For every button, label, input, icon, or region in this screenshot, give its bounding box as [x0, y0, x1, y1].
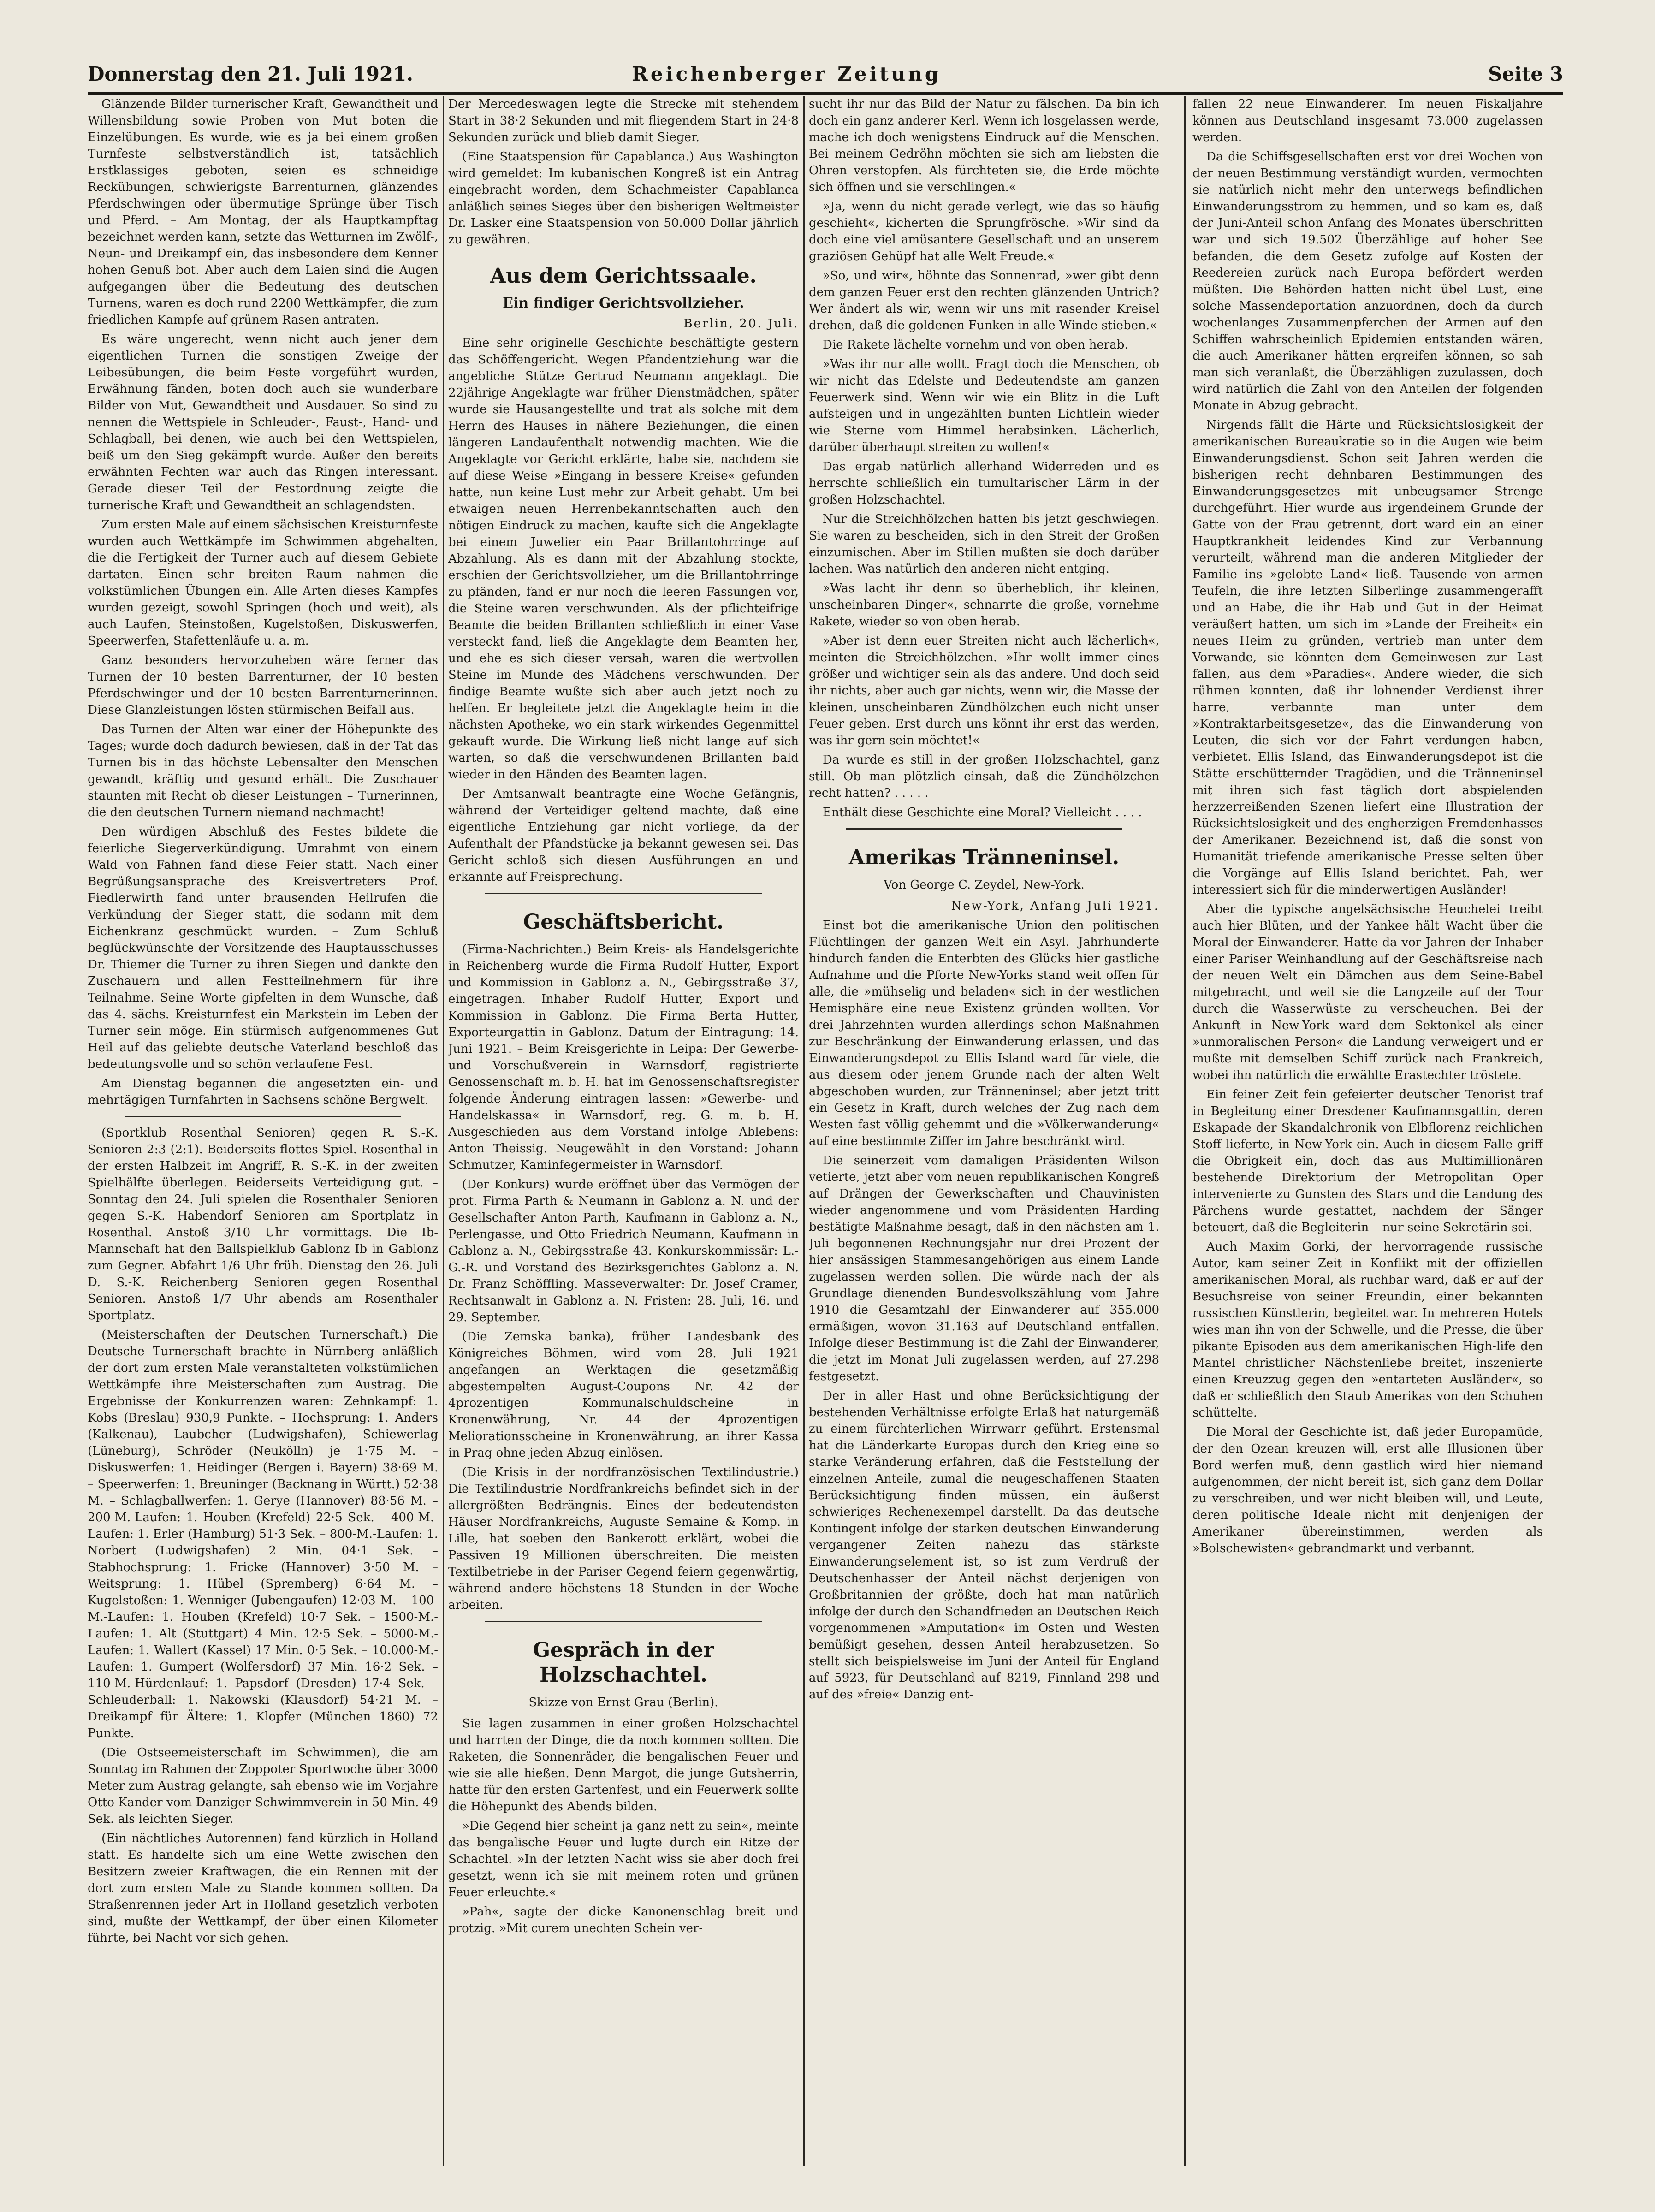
paragraph: Zum ersten Male auf einem sächsischen Kreisturnfeste wurden auch Wettkämpfe im Schwimmen abgehalten, die die Fertigkeit der Turner auch auf diesem Gebiete dartaten. Einen sehr breiten Raum nahmen die volkstümlichen Übungen ein. Alle Arten dieses Kampfes wurden gezeigt, sowohl Springen (hoch und weit), als auch Laufen, Steinstoßen, Kugelstoßen, Diskuswerfen, Speerwerfen, Stafettenläufe u. a. m.	[88, 518, 438, 648]
masthead	[88, 63, 1563, 95]
paragraph: Da die Schiffsgesellschaften erst vor drei Wochen von der neuen Bestimmung verständigt wurden, vermochten sie natürlich nicht mehr den unterwegs befindlichen Einwanderungsstrom zu hemmen, und so kam es, daß der Juni-Anteil schon Anfang des Monates überschritten war und sich 19.502 Überzählige auf hoher See befanden, die dem Gesetz zufolge auf Kosten der Reedereien zurück nach Europa befördert werden müßten. Die Behörden hatten nicht übel Lust, eine solche Massendeportation anzuordnen, doch da durch wochenlanges Zusammenpferchen der Armen auf den Schiffen wahrscheinlich Epidemien entstanden wären, die auch Amerikaner hätten ergreifen können, so sah man sich veranlaßt, die Überzähligen zuzulassen, doch wird natürlich die Zahl von den Anteilen der folgenden Monate in Abzug gebracht.	[1192, 150, 1543, 413]
masthead-date: Donnerstag den 21. Juli 1921.	[88, 63, 414, 85]
masthead-title: Reichenberger Zeitung	[632, 63, 942, 85]
section-heading-story: Gespräch in der Holzschachtel.	[533, 1638, 714, 1687]
section-heading-america: Amerikas Tränneninsel.	[848, 846, 1120, 869]
paragraph: Ein feiner Zeit fein gefeierter deutscher Tenorist traf in Begleitung einer Dresdener Kaufmannsgattin, deren Eskapade der Skandalchronik von Elbflorenz reichlichen Stoff lieferte, in New-York ein. Auch in diesem Falle griff die Obrigkeit ein, doch das aus Multimillionären bestehende Direktorium der Metropolitan Oper intervenierte zu Gunsten des Stars und die Landung des Pärchens wurde gestattet, nachdem der Sänger beteuert, daß die Begleiterin – nur seine Sekretärin sei.	[1192, 1088, 1543, 1234]
paragraph: Die Moral der Geschichte ist, daß jeder Europamüde, der den Ozean kreuzen will, erst alle Illusionen über Bord werfen muß, denn gastlich wird hier niemand aufgenommen, der nicht bereit ist, sich ganz dem Dollar zu verschreiben, und wer nicht bleiben will, und Leute, deren politische Ideale nicht mit denjenigen der Amerikaner übereinstimmen, werden als »Bolschewisten« gebrandmarkt und verbannt.	[1192, 1425, 1543, 1555]
paragraph: Der Mercedeswagen legte die Strecke mit stehendem Start in 38·2 Sekunden und mit fliegendem Start in 24·8 Sekunden zurück und blieb damit Sieger.	[448, 97, 799, 144]
column-1	[88, 96, 438, 2166]
paragraph: Nur die Streichhölzchen hatten bis jetzt geschwiegen. Sie waren zu bescheiden, sich in den Streit der Großen einzumischen. Aber im Stillen mußten sie doch darüber lachen. Was natürlich den anderen nicht entging.	[809, 512, 1159, 576]
column-4	[1192, 96, 1543, 2166]
byline: Skizze von Ernst Grau (Berlin).	[528, 1696, 718, 1709]
divider	[485, 1621, 762, 1622]
section-heading-business: Geschäftsbericht.	[523, 910, 724, 934]
sports-notice: (Sportklub Rosenthal Senioren) gegen R. S.-K. Senioren 2:3 (2:1). Beiderseits flottes Spiel. Rosenthal in der ersten Halbzeit im Angriff, R. S.-K. in der zweiten Spielhälfte überlegen. Beiderseits Verteidigung gut. – Sonntag den 24. Juli spielen die Rosenthaler Senioren gegen S.-K. Habendorf Senioren am Sportplatz in Rosenthal. Anstoß 3/10 Uhr vormittags. Die Ib-Mannschaft hat den Ballspielklub Gablonz Ib in Gablonz zum Gegner. Abfahrt 1/6 Uhr früh. Dienstag den 26. Juli D. S.-K. Reichenberg Senioren gegen Rosenthal Senioren. Anstoß 1/7 Uhr abends am Rosenthaler Sportplatz.	[88, 1126, 438, 1322]
paragraph: »Aber ist denn euer Streiten nicht auch lächerlich«, meinten die Streichhölzchen. »Ihr wollt immer eines größer und wichtiger sein als das andere. Und doch seid ihr nichts, aber auch gar nichts, wenn wir, die Masse der kleinen, unscheinbaren Zündhölzchen euch nicht unser Feuer geben. Erst durch uns könnt ihr erst das werden, was ihr gern sein möchtet!«	[809, 634, 1159, 747]
paragraph: Nirgends fällt die Härte und Rücksichtslosigkeit der amerikanischen Bureaukratie so in die Augen wie beim Einwanderungsdienst. Schon seit Jahren werden die bisherigen recht dehnbaren Bestimmungen des Einwanderungsgesetzes mit unbeugsamer Strenge durchgeführt. Hier wurde aus irgendeinem Grunde der Gatte von der Frau getrennt, dort ward ein an einer Hauptkrankheit leidendes Kind zur Verbannung verurteilt, während man die anderen Mitglieder der Familie ins »gelobte Land« ließ. Tausende von armen Teufeln, die ihre letzten Silberlinge zusammengerafft und an Habe, die ihr Hab und Gut in der Heimat veräußert hatten, um sich im »Lande der Freiheit« ein neues Heim zu gründen, vertrieb man unter dem Vorwande, sie könnten dem Gemeinwesen zur Last fallen, aus dem »Paradies«. Andere wieder, die sich rühmen konnten, daß ihr lohnender Verdienst ihrer harre, verbannte man unter dem »Kontraktarbeitsgesetze«, das die Einwanderung von Leuten, die sich vor der Fahrt verdungen haben, verbietet. Ellis Island, das Einwanderungsdepot ist die Stätte erschütternder Tragödien, und die Tränneninsel mit ihren sich fast täglich dort abspielenden herzzerreißenden Szenen liefert eine Illustration der Rücksichtslosigkeit und des engherzigen Fremdenhasses der Amerikaner. Bezeichnend ist, daß die sonst von Humanität triefende amerikanische Presse selten über die Vorgänge auf Ellis Island berichtet. Pah, wer interessiert sich für die minderwertigen Ausländer!	[1192, 418, 1543, 897]
paragraph: sucht ihr nur das Bild der Natur zu fälschen. Da bin ich doch ein ganz anderer Kerl. Wenn ich losgelassen werde, mache ich doch wenigstens Eindruck auf die Menschen. Bei meinem Gedröhn möchten sie sich am liebsten die Ohren verstopfen. Als fürchteten sie, die Erde möchte sich öffnen und sie verschlingen.«	[809, 97, 1159, 194]
byline: Von George C. Zeydel, New-York.	[884, 878, 1085, 892]
paragraph: Auch Maxim Gorki, der hervorragende russische Autor, kam seiner Zeit in Konflikt mit der offiziellen amerikanischen Moral, als ruchbar ward, daß er auf der Besuchsreise von seiner Freundin, einer bekannten russischen Künstlerin, begleitet war. In mehreren Hotels wies man ihn von der Schwelle, und die Presse, die über pikante Episoden aus dem amerikanischen High-life den Mantel christlicher Nächstenliebe breitet, inszenierte einen Kreuzzug gegen den »entarteten Ausländer«, so daß er schließlich den Staub Amerikas von den Schuhen schüttelte.	[1192, 1240, 1543, 1420]
paragraph: Eine sehr originelle Geschichte beschäftigte gestern das Schöffengericht. Wegen Pfandentziehung war die angebliche Stütze Gertrud Neumann angeklagt. Die 22jährige Angeklagte war früher Dienstmädchen, später wurde sie Hausangestellte und trat als solche mit dem Herrn des Hauses in nähere Beziehungen, die einen längeren Landaufenthalt notwendig machten. Wie die Angeklagte vor Gericht erklärte, habe sie, nachdem sie auf diese Weise »Eingang in bessere Kreise« gefunden hatte, nun keine Lust mehr zur Arbeit gehabt. Um bei etwaigen neuen Herrenbekanntschaften auch den nötigen Eindruck zu machen, kaufte sich die Angeklagte bei einem Juwelier ein Paar Brillantohrringe auf Abzahlung. Als es dann mit der Abzahlung stockte, erschien der Gerichtsvollzieher, um die Brillantohrringe zu pfänden, fand er nur noch die leeren Fassungen vor, die Steine waren verschwunden. Als der pflichteifrige Beamte die beiden Brillanten schließlich in einer Vase versteckt fand, ließ die Angeklagte dem Beamten her, und ehe es sich dieser versah, waren die wertvollen Steine im Munde des Mädchens verschwunden. Der findige Beamte wußte sich aber auch jetzt noch zu helfen. Er begleitete jetzt die Angeklagte heim in die nächsten Apotheke, wo ein stark wirkendes Gegenmittel gekauft wurde. Die Wirkung ließ nicht lange auf sich warten, so daß die verschwundenen Brillanten bald wieder in den Händen des Beamten lagen.	[448, 336, 799, 782]
dateline: Berlin, 20. Juli.	[683, 317, 799, 331]
paragraph: Einst bot die amerikanische Union den politischen Flüchtlingen der ganzen Welt ein Asyl. Jahrhunderte hindurch fanden die Enterbten des Glücks hier gastliche Aufnahme und die Pforte New-Yorks stand weit offen für alle, die »mühselig und beladen« sich in der westlichen Hemisphäre eine neue Existenz gründen wollten. Vor drei Jahrzehnten wurden allerdings schon Maßnahmen zur Beschränkung der Einwanderung erlassen, und das Einwanderungsdepot zu Ellis Island ward für viele, die aus diesem oder jenem Grunde nach der alten Welt abgeschoben wurden, zur Tränneninsel; aber jetzt tritt ein Gesetz in Kraft, durch welches der Zug nach dem Westen fast völlig gehemmt und die »Völkerwanderung« auf eine bestimmte Ziffer im Jahre beschränkt wird.	[809, 919, 1159, 1148]
paragraph: Ganz besonders hervorzuheben wäre ferner das Turnen der 10 besten Barrenturner, der 10 besten Pferdschwinger und der 10 besten Barrenturnerinnen. Diese Glanzleistungen lösten stürmischen Beifall aus.	[88, 653, 438, 717]
paragraph: Die seinerzeit vom damaligen Präsidenten Wilson vetierte, jetzt aber vom neuen republikanischen Kongreß auf Drängen der Gewerkschaften und Chauvinisten wieder angenommene und vom Präsidenten Harding bestätigte Maßnahme besagt, daß in den nächsten am 1. Juli begonnenen Rechnungsjahr nur drei Prozent der hier ansässigen Stammesangehörigen aus einem Lande zugelassen werden sollen. Die würde nach der als Grundlage dienenden Bundesvolkszählung vom Jahre 1910 die Gesamtzahl der Einwanderer auf 355.000 ermäßigen, wovon 31.163 auf Deutschland entfallen. Infolge dieser Bestimmung ist die Zahl der Einwanderer, die jetzt im Monat Juli zugelassen werden, auf 27.298 festgesetzt.	[809, 1154, 1159, 1383]
divider	[125, 1116, 401, 1117]
section-heading-court: Aus dem Gerichtssaale.	[490, 264, 757, 288]
paragraph: »So, und wir«, höhnte das Sonnenrad, »wer gibt denn dem ganzen Feuer erst den rechten glänzenden Untrich? Wer ändert als wir, wenn wir uns mit rasender Kreisel drehen, daß die goldenen Funken in alle Winde stieben.«	[809, 269, 1159, 332]
paragraph: Enthält diese Geschichte eine Moral? Vielleicht . . . .	[823, 806, 1142, 819]
article-subheading: Ein findiger Gerichtsvollzieher.	[503, 295, 744, 311]
masthead-page-number: Seite 3	[1488, 63, 1563, 85]
sports-notice: (Die Ostseemeisterschaft im Schwimmen), die am Sonntag im Rahmen der Zoppoter Sportwoche über 3000 Meter zum Austrag gelangte, sah ebenso wie im Vorjahre Otto Kander vom Danziger Schwimmverein in 50 Min. 49 Sek. als leichten Sieger.	[88, 1746, 438, 1826]
sports-notice: (Meisterschaften der Deutschen Turnerschaft.) Die Deutsche Turnerschaft brachte in Nürnberg anläßlich der dort zum ersten Male veranstalteten volkstümlichen Wettkämpfe ihre Meisterschaften zum Austrag. Die Ergebnisse der Konkurrenzen waren: Zehnkampf: 1. Kobs (Breslau) 930,9 Punkte. – Hochsprung: 1. Anders (Kalkenau), Laubcher (Ludwigshafen), Schiewerlag (Lüneburg), Schröder (Neukölln) je 1·75 M. – Diskuswerfen: 1. Heidinger (Bergen i. Bayern) 38·69 M. – Speerwerfen: 1. Breuninger (Backnang in Württ.) 52·38 M. – Schlagballwerfen: 1. Gerye (Hannover) 88·56 M. – 200-M.-Laufen: 1. Houben (Krefeld) 22·5 Sek. – 400-M.-Laufen: 1. Erler (Hamburg) 51·3 Sek. – 800-M.-Laufen: 1. Norbert (Ludwigshafen) 2 Min. 04·1 Sek. – Stabhochsprung: 1. Fricke (Hannover) 3·50 M. – Weitsprung: 1. Hübel (Spremberg) 6·64 M. – Kugelstoßen: 1. Wenniger (Jubengaufen) 12·03 M. – 100-M.-Laufen: 1. Houben (Krefeld) 10·7 Sek. – 1500-M.-Laufen: 1. Alt (Stuttgart) 4 Min. 12·5 Sek. – 5000-M.-Laufen: 1. Wallert (Kassel) 17 Min. 0·5 Sek. – 10.000-M.-Laufen: 1. Gumpert (Wolfersdorf) 37 Min. 16·2 Sek. – 110-M.-Hürdenlauf: 1. Papsdorf (Dresden) 17·4 Sek. – Schleuderball: 1. Nakowski (Klausdorf) 54·21 M. – Dreikampf für Ältere: 1. Klopfer (München 1860) 72 Punkte.	[88, 1328, 438, 1740]
paragraph: Da wurde es still in der großen Holzschachtel, ganz still. Ob man plötzlich einsah, daß die Zündhölzchen recht hatten? . . . . .	[809, 753, 1159, 800]
paragraph: Aber die typische angelsächsische Heuchelei treibt auch hier Blüten, und der Yankee hält Wacht über die Moral der Einwanderer. Hatte da vor Jahren der Inhaber einer Pariser Weinhandlung auf der Geschäftsreise nach der neuen Welt ein Dämchen aus dem Seine-Babel mitgebracht, und weil sie die Langzeile auf der Tour durch die Wasserwüste zu verscheuchen. Bei der Ankunft in New-York ward dem Sektonkel als einer »unmoralischen Person« die Landung verweigert und er mußte mit demselben Schiff zurück nach Frankreich, wobei ihn natürlich die erwählte Erastechter tröstete.	[1192, 902, 1543, 1082]
paragraph: »Was ihr nur alle wollt. Fragt doch die Menschen, ob wir nicht das Edelste und Bedeutendste am ganzen Feuerwerk sind. Wenn wir wie ein Blitz in die Luft aufsteigen und in ungezählten bunten Lichtlein wieder wie Sterne vom Himmel herabsinken. Lächerlich, darüber überhaupt streiten zu wollen!«	[809, 357, 1159, 454]
column-rule	[803, 96, 805, 2166]
paragraph: Glänzende Bilder turnerischer Kraft, Gewandtheit und Willensbildung sowie Proben von Mut boten die Einzelübungen. Es wurde, wie es ja bei einem großen Turnfeste selbstverständlich ist, tatsächlich Erstklassiges geboten, seien es schneidige Reckübungen, schwierigste Barrenturnen, glänzendes Pferdschwingen oder übermutige Sprünge über Tisch und Pferd. – Am Montag, der als Hauptkampftag bezeichnet werden kann, setzte das Wetturnen im Zwölf-, Neun- und Dreikampf ein, das insbesondere dem Kenner hohen Genuß bot. Aber auch dem Laien sind die Augen aufgegangen über die Bedeutung des deutschen Turnens, waren es doch rund 2200 Wettkämpfer, die zum friedlichen Kampfe auf grünem Rasen antraten.	[88, 97, 438, 327]
paragraph: Das ergab natürlich allerhand Widerreden und es herrschte schließlich ein tumultarischer Lärm in der großen Holzschachtel.	[809, 460, 1159, 507]
paragraph: (Der Konkurs) wurde eröffnet über das Vermögen der prot. Firma Parth & Neumann in Gablonz a. N. und der Gesellschafter Anton Parth, Kaufmann in Gablonz a. N., Perlengasse, und Otto Friedrich Neumann, Kaufmann in Gablonz a. N., Gebirgsstraße 43. Konkurskommissär: L.-G.-R. und Vorstand des Bezirksgerichtes Gablonz a. N. Dr. Franz Schöffling. Masseverwalter: Dr. Josef Cramer, Rechtsanwalt in Gablonz a. N. Fristen: 28. Juli, 16. und 29. September.	[448, 1178, 799, 1324]
column-rule	[1184, 96, 1186, 2166]
paragraph: (Eine Staatspension für Capablanca.) Aus Washington wird gemeldet: Im kubanischen Kongreß ist ein Antrag eingebracht worden, dem Schachmeister Capablanca anläßlich seines Sieges über den bisherigen Weltmeister Dr. Lasker eine Staatspension von 50.000 Dollar jährlich zu gewähren.	[448, 150, 799, 247]
paragraph: »Pah«, sagte der dicke Kanonenschlag breit und protzig. »Mit curem unechten Schein ver-	[448, 1905, 799, 1935]
paragraph: Den würdigen Abschluß des Festes bildete die feierliche Siegerverkündigung. Umrahmt von einem Wald von Fahnen fand diese Feier statt. Nach einer Begrüßungsansprache des Kreisvertreters Prof. Fiedlerwirth fand unter brausenden Heilrufen die Verkündung der Sieger statt, die sodann mit dem Eichenkranz geschmückt wurden. – Zum Schluß beglückwünschte der Vorsitzende des Hauptausschusses Dr. Thiemer die Turner zu ihren Siegen und dankte den Zuschauern und allen Festteilnehmern für ihre Teilnahme. Seine Worte gipfelten in dem Wunsche, daß das 4. sächs. Kreisturnfest ein Markstein im Leben der Turner sein möge. Ein stürmisch aufgenommenes Gut Heil auf das geliebte deutsche Vaterland beschloß das bedeutungsvolle und so schön verlaufene Fest.	[88, 825, 438, 1071]
paragraph: Der in aller Hast und ohne Berücksichtigung der bestehenden Verhältnisse erfolgte Erlaß hat naturgemäß zu einem fürchterlichen Wirrwarr geführt. Erstensmal hat die Länderkarte Europas durch den Krieg eine so starke Veränderung erfahren, daß die Feststellung der einzelnen Anteile, zumal die neugeschaffenen Staaten Berücksichtigung finden müssen, ein äußerst schwieriges Rechenexempel darstellt. Da das deutsche Kontingent infolge der starken deutschen Einwanderung vergangener Zeiten nahezu das stärkste Einwanderungselement ist, so ist zum Verdruß der Deutschenhasser der Anteil nächst derjenigen von Großbritannien der größte, doch hat man natürlich infolge der durch den Schandfrieden an Deutschen Reich vorgenommenen »Amputation« im Osten und Westen bemüßigt gesehen, dessen Anteil herabzusetzen. So stellt sich beispielsweise im Juni der Anteil für England auf 5923, für Deutschland auf 8219, Finnland 298 und auf des »freie« Danzig ent-	[809, 1389, 1159, 1702]
paragraph: fallen 22 neue Einwanderer. Im neuen Fiskaljahre können aus Deutschland insgesamt 73.000 zugelassen werden.	[1192, 97, 1543, 144]
paragraph: Es wäre ungerecht, wenn nicht auch jener dem eigentlichen Turnen die sonstigen Zweige der Leibesübungen, die beim Feste vorgeführt wurden, Erwähnung fänden, boten doch auch sie wunderbare Bilder von Mut, Gewandtheit und Ausdauer. So sind zu nennen die Wettspiele in Schleuder-, Faust-, Hand- und Schlagball, bei denen, wie auch bei den Wettspielen, beiß um den Sieg gekämpft wurde. Außer den bereits erwähnten Fechten war auch das Ringen interessant. Gerade dieser Teil der Festordnung zeigte die turnerische Kraft und Gewandtheit an schlagendsten.	[88, 332, 438, 512]
paragraph: Sie lagen zusammen in einer großen Holzschachtel und harrten der Dinge, die da noch kommen sollten. Die Raketen, die Sonnenräder, die bengalischen Feuer und wie sie alle hießen. Denn Margot, die junge Gutsherrin, hatte für den ersten Gartenfest, und ein Feuerwerk sollte die Höhepunkt des Abends bilden.	[448, 1717, 799, 1814]
dateline: New-York, Anfang Juli 1921.	[951, 899, 1159, 913]
divider	[485, 893, 762, 894]
paragraph: (Firma-Nachrichten.) Beim Kreis- als Handelsgerichte in Reichenberg wurde die Firma Rudolf Hutter, Export und Kommission in Gablonz a. N., Gebirgsstraße 37, eingetragen. Inhaber Rudolf Hutter, Export und Kommission in Gablonz. Die Firma Berta Hutter, Exporteurgattin in Gablonz. Datum der Eintragung: 14. Juni 1921. – Beim Kreisgerichte in Leipa: Der Gewerbe- und Vorschußverein in Warnsdorf, registrierte Genossenschaft m. b. H. hat im Genossenschaftsregister folgende Änderung eintragen lassen: »Gewerbe- und Handelskassa« in Warnsdorf, reg. G. m. b. H. Ausgeschieden aus dem Vorstand infolge Ablebens: Anton Theissig. Neugewählt in den Vorstand: Johann Schmutzer, Kaminfegermeister in Warnsdorf.	[448, 943, 799, 1172]
paragraph: Am Dienstag begannen die angesetzten ein- und mehrtägigen Turnfahrten in Sachsens schöne Bergwelt.	[88, 1077, 438, 1107]
column-2	[448, 96, 799, 2166]
column-3	[809, 96, 1159, 2166]
paragraph: (Die Krisis in der nordfranzösischen Textilindustrie.) Die Textilindustrie Nordfrankreichs befindet sich in der allergrößten Bedrängnis. Eines der bedeutendsten Häuser Nordfrankreichs, Auguste Semaine & Komp. in Lille, hat soeben den Bankerott erklärt, wobei die Passiven 19 Millionen überschreiten. Die meisten Textilbetriebe in der Pariser Gegend feiern gegenwärtig, während andere höchstens 18 Stunden in der Woche arbeiten.	[448, 1465, 799, 1612]
divider	[846, 828, 1122, 830]
paragraph: »Was lacht ihr denn so überheblich, ihr kleinen, unscheinbaren Dinger«, schnarrte die große, vornehme Rakete, wieder so von oben herab.	[809, 581, 1159, 629]
paragraph: Die Rakete lächelte vornehm und von oben herab.	[823, 338, 1128, 352]
paragraph: (Die Zemska banka), früher Landesbank des Königreiches Böhmen, wird vom 28. Juli 1921 angefangen an Werktagen die gesetzmäßig abgestempelten August-Coupons Nr. 42 der 4prozentigen Kommunalschuldscheine in Kronenwährung, Nr. 44 der 4prozentigen Meliorationsscheine in Kronenwährung, an ihrer Kassa in Prag ohne jeden Abzug einlösen.	[448, 1330, 799, 1460]
paragraph: »Die Gegend hier scheint ja ganz nett zu sein«, meinte das bengalische Feuer und lugte durch ein Ritze der Schachtel. »In der letzten Nacht wiss sie aber doch frei gesetzt, wenn ich sie mit meinem roten und grünen Feuer erleuchte.«	[448, 1819, 799, 1899]
column-rule	[443, 96, 444, 2166]
paragraph: Das Turnen der Alten war einer der Höhepunkte des Tages; wurde doch dadurch bewiesen, daß in der Tat das Turnen bis in das höchste Lebensalter den Menschen gewandt, kräftig und gesund erhält. Die Zuschauer staunten mit Recht ob dieser Leistungen – Turnerinnen, die den deutschen Turnern niemand nachmacht!	[88, 723, 438, 819]
paragraph: Der Amtsanwalt beantragte eine Woche Gefängnis, während der Verteidiger geltend machte, daß eine eigentliche Entziehung gar nicht vorliege, da der Aufenthalt der Pfandstücke ja bekannt gewesen sei. Das Gericht schloß sich diesen Ausführungen an und erkannte auf Freisprechung.	[448, 787, 799, 884]
paragraph: »Ja, wenn du nicht gerade verlegt, wie das so häufig geschieht«, kicherten die Sprungfrösche. »Wir sind da doch eine viel amüsantere Gesellschaft und an unserem graziösen Gehüpf hat alle Welt Freude.«	[809, 200, 1159, 263]
sports-notice: (Ein nächtliches Autorennen) fand kürzlich in Holland statt. Es handelte sich um eine Wette zwischen den Besitzern zweier Kraftwagen, die ein Rennen mit der dort zum ersten Male zu Stande kommen sollten. Da Straßenrennen jeder Art in Holland gesetzlich verboten sind, mußte der Wettkampf, der über einen Kilometer führte, bei Nacht vor sich gehen.	[88, 1832, 438, 1945]
